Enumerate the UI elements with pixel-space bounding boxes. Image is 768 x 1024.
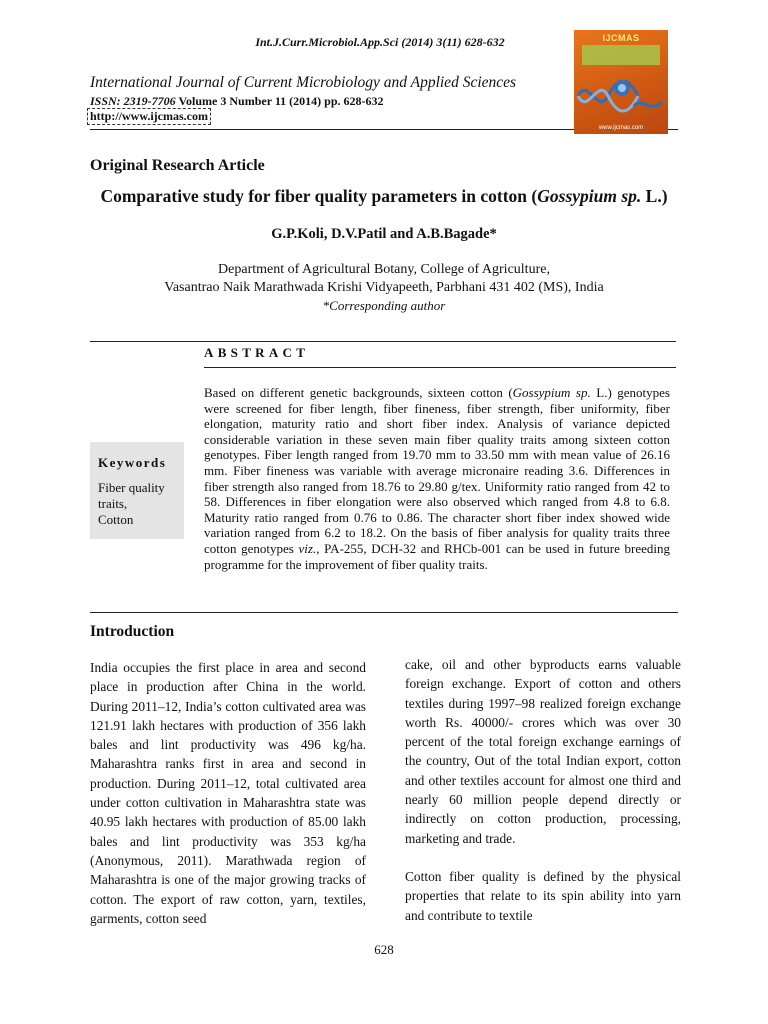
article-title (0, 186, 768, 207)
journal-url-link[interactable]: http://www.ijcmas.com (87, 108, 211, 125)
journal-name: International Journal of Current Microbiology and Applied Sciences (90, 74, 517, 91)
keywords-list (98, 480, 184, 528)
page-number: 628 (374, 942, 394, 957)
abstract-part-1: Based on different genetic backgrounds, sixteen cotton ( (204, 385, 513, 400)
abstract-text (204, 385, 670, 572)
title-end: L.) (641, 186, 668, 206)
cover-title-band (582, 45, 660, 65)
abstract-heading-rule (204, 367, 676, 368)
issn: ISSN: 2319-7706 (90, 94, 176, 108)
paragraph: India occupies the first place in area and second place in production after China in the world. During 2011–12, India’s cotton cultivated area was 121.91 lakh hectares with production of 356 lakh bales and lint productivity was 496 kg/ha. Maharashtra ranks first in area and second in production. During 2011–12, total cultivated area under cotton cultivation in Maharashtra state was 40.95 lakh hectares with production of 85.00 lakh bales and lint productivity was 353 kg/ha (Anonymous, 2011). Marathwada region of Maharashtra is one of the major growing tracks of cotton. The export of raw cotton, yarn, textiles, garments, cotton seed (90, 660, 366, 926)
volume-info: Volume 3 Number 11 (2014) pp. 628-632 (178, 94, 384, 108)
affiliation-line-2: Vasantrao Naik Marathwada Krishi Vidyapeeth, Parbhani 431 402 (MS), India (164, 280, 604, 295)
abstract-species: Gossypium sp. (512, 385, 591, 400)
title-main: Comparative study for fiber quality parameters in cotton ( (100, 186, 538, 206)
dna-helix-icon (574, 66, 668, 122)
paragraph: cake, oil and other byproducts earns valuable foreign exchange. Export of cotton and others textiles during 1997–98 realized foreign exchange worth Rs. 40000/- crores which was over 30 percent of the total foreign exchange earnings of the country, Out of the total Indian export, cotton and other textiles account for almost one third and nearly 60 million people depend directly or indirectly on cotton production, processing, marketing and trade. (405, 657, 681, 846)
issn-volume-line (90, 94, 384, 109)
body-column-right (405, 655, 681, 944)
introduction-heading: Introduction (90, 623, 175, 640)
abstract-part-2: L.) genotypes were screened for fiber length, fiber fineness, fiber strength, fiber uniformity, fiber elongation, maturity ratio and short fiber index. Analysis of variance depicted considerable variation in these seven main fiber quality traits among sixteen cotton genotypes. Fiber length ranged from 19.70 mm to 33.50 mm with mean value of 26.16 mm. Fiber fineness was variable with average micronaire reading 3.6. Differences in fiber strength also ranged from 18.76 to 29.80 g/tex. Uniformity ratio ranged from 42 to 58. Differences in fiber elongation were also observed which ranged from 4.8 to 6.8. Maturity ratio ranged from 0.76 to 0.86. The character short fiber index showed wide variation ranged from 6.2 to 18.2. On the basis of fiber analysis for quality traits three cotton genotypes (204, 385, 670, 556)
keyword-line: traits, (98, 496, 128, 511)
affiliation-line-1: Department of Agricultural Botany, College of Agriculture, (218, 262, 550, 277)
cover-url: www.ijcmas.com (598, 125, 644, 131)
journal-cover-image (574, 30, 668, 134)
keywords-box (90, 442, 184, 539)
abstract-part-3: PA-255, DCH-32 and RHCb-001 can be used in future breeding programme for the improvement of fiber quality traits. (204, 540, 670, 572)
corresponding-author-note: *Corresponding author (322, 298, 446, 313)
authors: G.P.Koli, D.V.Patil and A.B.Bagade* (271, 226, 497, 242)
keyword-line: Fiber quality (98, 480, 165, 495)
abstract-bottom-rule (90, 612, 678, 613)
paragraph: Cotton fiber quality is defined by the physical properties that relate to its spin ability into yarn and contribute to textile (405, 868, 681, 923)
keywords-heading: Keywords (98, 455, 167, 470)
body-column-left (90, 658, 366, 947)
title-species: Gossypium sp. (537, 186, 642, 206)
article-type: Original Research Article (90, 157, 265, 174)
running-head: Int.J.Curr.Microbiol.App.Sci (2014) 3(11) 628-632 (255, 35, 505, 49)
cover-acronym: IJCMAS (602, 33, 640, 43)
keyword-line: Cotton (98, 512, 134, 527)
abstract-viz: viz., (298, 540, 320, 556)
abstract-heading: ABSTRACT (204, 345, 310, 360)
abstract-top-rule (90, 341, 676, 342)
